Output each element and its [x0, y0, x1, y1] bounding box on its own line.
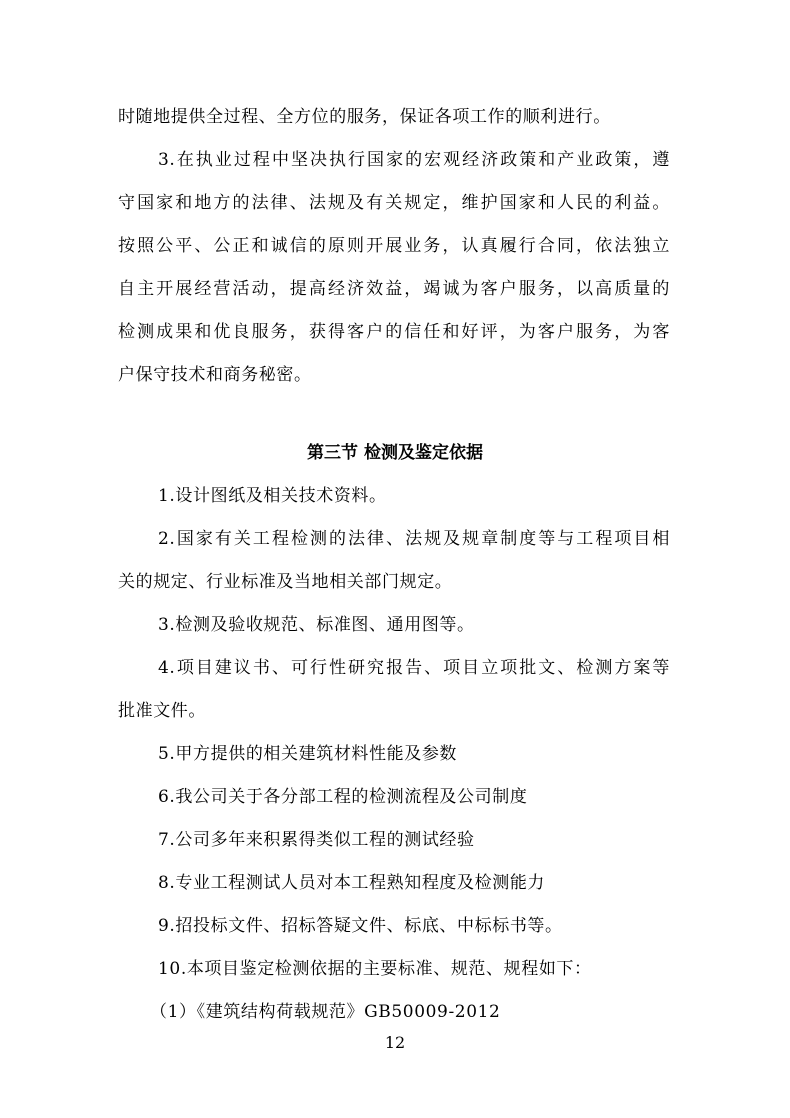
paragraph-line: 守国家和地方的法律、法规及有关规定，维护国家和人民的利益。: [118, 193, 670, 213]
list-item: 6.我公司关于各分部工程的检测流程及公司制度: [158, 787, 528, 807]
list-item-continuation: 批准文件。: [118, 701, 206, 721]
paragraph-line: 按照公平、公正和诚信的原则开展业务，认真履行合同，依法独立: [118, 236, 670, 256]
list-item: 1.设计图纸及相关技术资料。: [158, 486, 387, 506]
list-item-continuation: 关的规定、行业标准及当地相关部门规定。: [118, 572, 453, 592]
paragraph-line: 3.在执业过程中坚决执行国家的宏观经济政策和产业政策，遵: [158, 150, 670, 170]
list-item: 8.专业工程测试人员对本工程熟知程度及检测能力: [158, 873, 546, 893]
paragraph-line: 时随地提供全过程、全方位的服务，保证各项工作的顺利进行。: [118, 107, 611, 127]
list-item: 2.国家有关工程检测的法律、法规及规章制度等与工程项目相: [158, 529, 670, 549]
list-item: 7.公司多年来积累得类似工程的测试经验: [158, 830, 475, 850]
list-item: （1）《建筑结构荷载规范》GB50009-2012: [150, 1002, 501, 1022]
paragraph-line: 户保守技术和商务秘密。: [118, 365, 312, 385]
paragraph-line: 自主开展经营活动，提高经济效益，竭诚为客户服务，以高质量的: [118, 279, 670, 299]
list-item: 10.本项目鉴定检测依据的主要标准、规范、规程如下：: [158, 959, 592, 979]
section-title: 第三节 检测及鉴定依据: [307, 443, 483, 463]
list-item: 5.甲方提供的相关建筑材料性能及参数: [158, 744, 458, 764]
list-item: 3.检测及验收规范、标准图、通用图等。: [158, 615, 475, 635]
page-number: 12: [384, 1033, 406, 1052]
paragraph-line: 检测成果和优良服务，获得客户的信任和好评，为客户服务，为客: [118, 322, 670, 342]
list-item: 9.招投标文件、招标答疑文件、标底、中标标书等。: [158, 916, 563, 936]
list-item: 4.项目建议书、可行性研究报告、项目立项批文、检测方案等: [158, 658, 670, 678]
